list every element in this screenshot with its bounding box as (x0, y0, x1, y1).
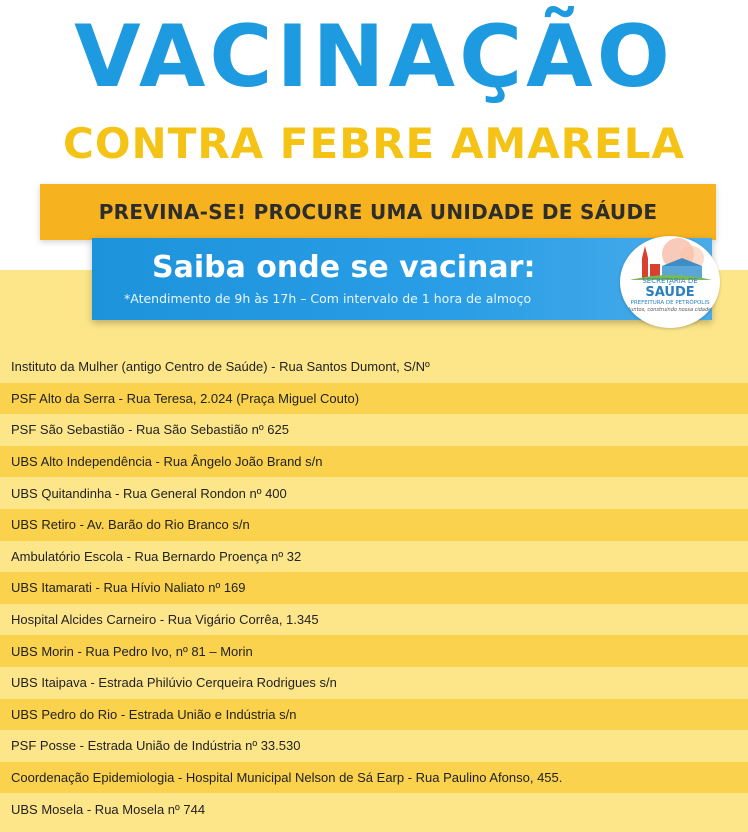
where-to-vaccinate-headline: Saiba onde se vacinar: (152, 250, 536, 285)
location-row: UBS Itaipava - Estrada Philúvio Cerqueira Rodrigues s/n (0, 667, 748, 699)
cathedral-skyline-icon (620, 236, 720, 280)
location-row: PSF São Sebastião - Rua São Sebastião nº 625 (0, 414, 748, 446)
location-row: UBS Retiro - Av. Barão do Rio Branco s/n (0, 509, 748, 541)
location-row: PSF Alto da Serra - Rua Teresa, 2.024 (Praça Miguel Couto) (0, 383, 748, 415)
location-row: UBS Morin - Rua Pedro Ivo, nº 81 – Morin (0, 635, 748, 667)
logo-line-1: SECRETARIA DE (642, 277, 698, 285)
page-title: VACINAÇÃO (74, 7, 674, 107)
location-row: UBS Pedro do Rio - Estrada União e Indústria s/n (0, 699, 748, 731)
location-row: UBS Alto Independência - Rua Ângelo João Brand s/n (0, 446, 748, 478)
location-row: Coordenação Epidemiologia - Hospital Municipal Nelson de Sá Earp - Rua Paulino Afonso, 455. (0, 762, 748, 794)
logo-line-3: PREFEITURA DE PETRÓPOLIS (630, 300, 710, 306)
where-to-vaccinate-box (92, 238, 712, 320)
logo-line-2: SAÚDE (645, 285, 695, 300)
location-row: Hospital Alcides Carneiro - Rua Vigário Corrêa, 1.345 (0, 604, 748, 636)
prevention-banner-text: PREVINA-SE! PROCURE UMA UNIDADE DE SÁUDE (98, 200, 658, 224)
location-row: Instituto da Mulher (antigo Centro de Saúde) - Rua Santos Dumont, S/Nº (0, 351, 748, 383)
vaccination-location-list (0, 351, 748, 825)
location-row: UBS Itamarati - Rua Hívio Naliato nº 169 (0, 572, 748, 604)
page-subtitle: CONTRA FEBRE AMARELA (63, 119, 685, 168)
health-secretariat-logo (620, 236, 720, 328)
prevention-banner (40, 184, 716, 240)
hours-note: *Atendimento de 9h às 17h – Com intervalo de 1 hora de almoço (124, 291, 532, 306)
logo-slogan: Juntos, construindo nossa cidade (628, 307, 712, 313)
location-row: Ambulatório Escola - Rua Bernardo Proença nº 32 (0, 541, 748, 573)
location-row: UBS Quitandinha - Rua General Rondon nº 400 (0, 477, 748, 509)
location-row: PSF Posse - Estrada União de Indústria nº 33.530 (0, 730, 748, 762)
location-row: UBS Mosela - Rua Mosela nº 744 (0, 793, 748, 825)
